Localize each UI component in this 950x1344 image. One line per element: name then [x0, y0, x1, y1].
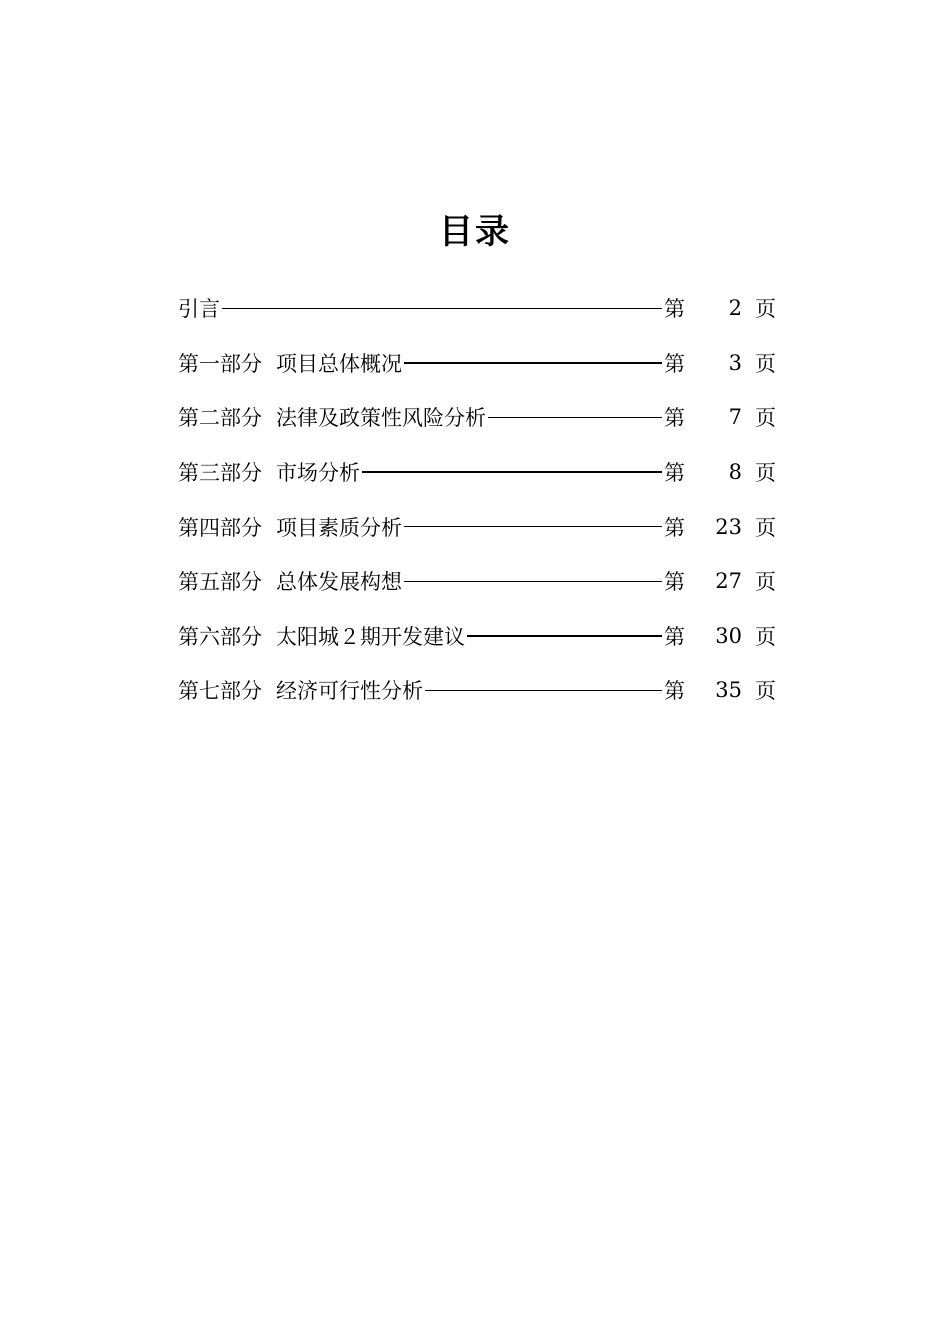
toc-entry: [178, 609, 776, 664]
toc-entry-part: 第二部分: [178, 406, 262, 431]
toc-leader-line: [404, 362, 662, 364]
toc-entry-title: 太阳城２期开发建议: [276, 624, 465, 649]
toc-page-suffix: 页: [755, 624, 776, 649]
toc-page-prefix: 第: [664, 351, 685, 376]
toc-page-number: 27: [715, 569, 742, 594]
toc-page-number: 35: [715, 678, 742, 703]
toc-page-number: 7: [728, 405, 742, 430]
toc-page-prefix: 第: [664, 406, 685, 431]
toc-entry-part: 第一部分: [178, 351, 262, 376]
toc-page-prefix: 第: [664, 624, 685, 649]
toc-leader-line: [488, 417, 662, 419]
toc-entry-title: 法律及政策性风险分析: [276, 406, 486, 431]
page-title: 目录: [439, 212, 511, 252]
toc-entry-part: 第七部分: [178, 679, 262, 704]
toc-entry: [178, 390, 776, 445]
toc-page-number: 23: [715, 514, 742, 539]
toc-page-number: 8: [728, 460, 742, 485]
toc-leader-line: [404, 581, 662, 583]
toc-entry-title: 引言: [178, 297, 220, 322]
toc-entry-title: 经济可行性分析: [276, 679, 423, 704]
toc-entry-part: 第四部分: [178, 515, 262, 540]
toc-entry-part: 第三部分: [178, 461, 262, 486]
toc-entry-title: 项目素质分析: [276, 515, 402, 540]
toc-entry-title: 总体发展构想: [276, 570, 402, 595]
toc-page-suffix: 页: [755, 679, 776, 704]
toc-page-suffix: 页: [755, 406, 776, 431]
toc-page-number: 3: [728, 350, 742, 375]
toc-page-prefix: 第: [664, 515, 685, 540]
toc-list: [178, 281, 776, 718]
toc-entry-part: 第六部分: [178, 624, 262, 649]
toc-page-prefix: 第: [664, 297, 685, 322]
toc-page-number: 2: [728, 296, 742, 321]
toc-page-suffix: 页: [755, 351, 776, 376]
toc-page-suffix: 页: [755, 297, 776, 322]
toc-entry-part: 第五部分: [178, 570, 262, 595]
toc-entry: [178, 336, 776, 391]
toc-entry-title: 市场分析: [276, 461, 360, 486]
toc-page-suffix: 页: [755, 461, 776, 486]
toc-leader-line: [222, 308, 662, 310]
toc-entry: [178, 663, 776, 718]
toc-entry: [178, 554, 776, 609]
toc-entry: [178, 445, 776, 500]
toc-leader-line: [425, 690, 662, 692]
toc-entry: [178, 499, 776, 554]
toc-entry: [178, 281, 776, 336]
toc-entry-title: 项目总体概况: [276, 351, 402, 376]
toc-leader-line: [362, 471, 662, 473]
toc-page-number: 30: [715, 623, 742, 648]
toc-page-suffix: 页: [755, 515, 776, 540]
toc-page-suffix: 页: [755, 570, 776, 595]
toc-leader-line: [404, 526, 662, 528]
toc-page-prefix: 第: [664, 679, 685, 704]
toc-page-prefix: 第: [664, 461, 685, 486]
toc-leader-line: [467, 635, 662, 637]
toc-page-prefix: 第: [664, 570, 685, 595]
